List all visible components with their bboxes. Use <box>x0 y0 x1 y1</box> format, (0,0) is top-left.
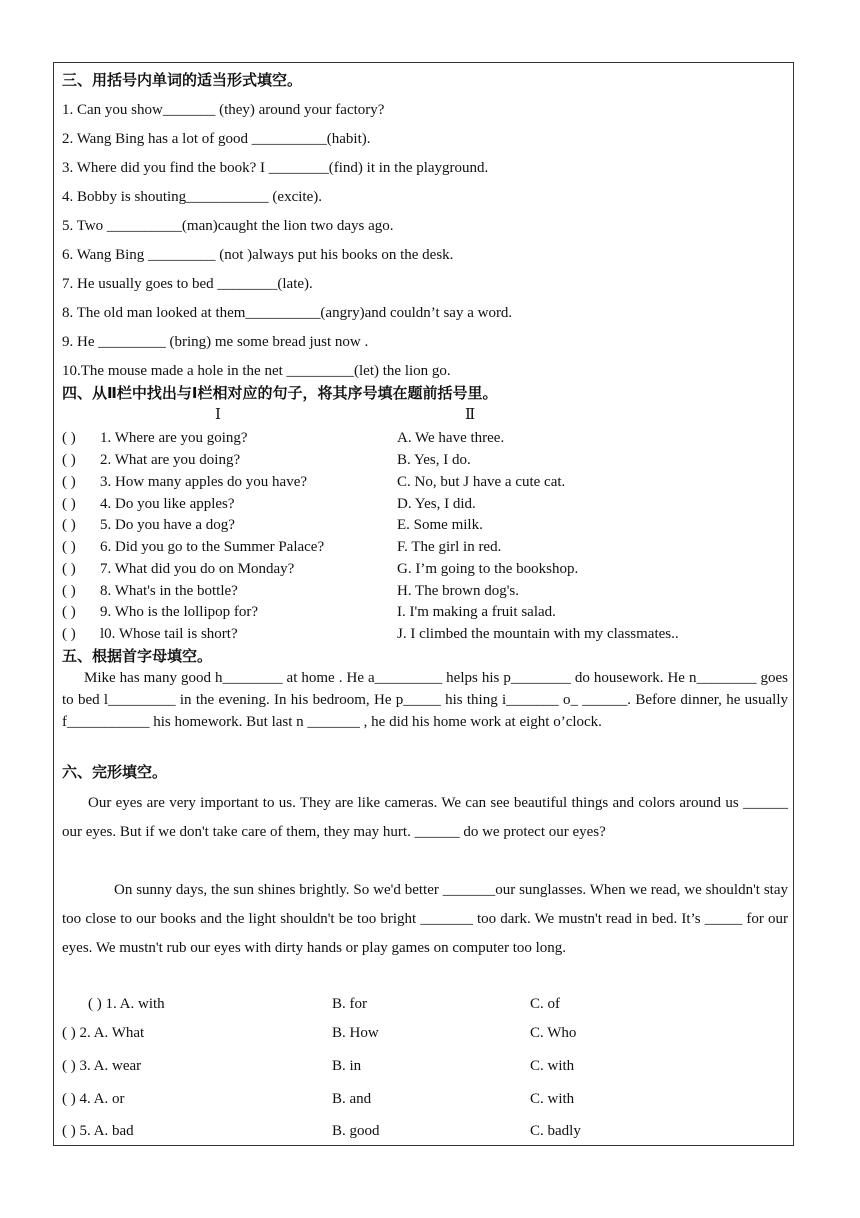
match-answer-a: A. We have three. <box>397 430 505 446</box>
match-question-10: l0. Whose tail is short? <box>100 626 238 642</box>
match-answer-c: C. No, but J have a cute cat. <box>397 474 566 490</box>
fill-item-4: 4. Bobby is shouting___________ (excite). <box>62 189 322 205</box>
section-3-heading: 三、用括号内单词的适当形式填空。 <box>62 71 303 89</box>
cloze-choice-3-a: ( ) 3. A. wear <box>62 1058 142 1074</box>
answer-paren[interactable]: ( ) <box>62 604 76 620</box>
answer-paren[interactable]: ( ) <box>62 517 76 533</box>
fill-item-6: 6. Wang Bing _________ (not )always put his books on the desk. <box>62 247 454 263</box>
cloze-choice-1-b: B. for <box>332 996 367 1012</box>
answer-paren[interactable]: ( ) <box>62 539 76 555</box>
match-answer-i: I. I'm making a fruit salad. <box>397 604 556 620</box>
column-2-header: Ⅱ <box>465 407 476 423</box>
fill-item-2: 2. Wang Bing has a lot of good __________(habit). <box>62 131 371 147</box>
match-answer-g: G. I’m going to the bookshop. <box>397 561 579 577</box>
cloze-choice-3-b: B. in <box>332 1058 362 1074</box>
cloze-paragraph-2: On sunny days, the sun shines brightly. So we'd better _______our sunglasses. When we read, we shouldn't stay too close to our books and the light shouldn't be too bright _______ too dark. We mustn't read in bed. It’s _____ for our eyes. We mustn't rub our eyes with dirty hands or play games on computer too long. <box>62 882 788 956</box>
cloze-choice-3-c: C. with <box>530 1058 575 1074</box>
cloze-choice-4-b: B. and <box>332 1091 372 1107</box>
answer-paren[interactable]: ( ) <box>62 583 76 599</box>
match-answer-f: F. The girl in red. <box>397 539 502 555</box>
match-question-1: 1. Where are you going? <box>100 430 248 446</box>
match-question-2: 2. What are you doing? <box>100 452 241 468</box>
fill-item-7: 7. He usually goes to bed ________(late). <box>62 276 313 292</box>
cloze-choice-1-a: ( ) 1. A. with <box>88 996 165 1012</box>
answer-paren[interactable]: ( ) <box>62 496 76 512</box>
answer-paren[interactable]: ( ) <box>62 474 76 490</box>
cloze-choice-5-a: ( ) 5. A. bad <box>62 1123 134 1139</box>
cloze-choice-5-c: C. badly <box>530 1123 581 1139</box>
cloze-choice-2-b: B. How <box>332 1025 379 1041</box>
cloze-choice-1-c: C. of <box>530 996 560 1012</box>
section-5-heading: 五、根据首字母填空。 <box>62 647 213 665</box>
fill-item-3: 3. Where did you find the book? I ________(find) it in the playground. <box>62 160 489 176</box>
section-6-heading: 六、完形填空。 <box>62 763 168 781</box>
answer-paren[interactable]: ( ) <box>62 430 76 446</box>
cloze-choice-4-a: ( ) 4. A. or <box>62 1091 125 1107</box>
initial-letter-passage: Mike has many good h________ at home . He a_________ helps his p________ do housework. He n________ goes to bed l_________ in the evening. In his bedroom, He p_____ his thing i_______ o_ ______. Before dinner, he usually f___________ his homework. But last n _______ , he did his home work at eight o’clock. <box>62 670 788 730</box>
cloze-choice-4-c: C. with <box>530 1091 575 1107</box>
match-answer-h: H. The brown dog's. <box>397 583 519 599</box>
answer-paren[interactable]: ( ) <box>62 626 76 642</box>
answer-paren[interactable]: ( ) <box>62 561 76 577</box>
fill-item-8: 8. The old man looked at them__________(angry)and couldn’t say a word. <box>62 305 513 321</box>
answer-paren[interactable]: ( ) <box>62 452 76 468</box>
cloze-choice-2-c: C. Who <box>530 1025 577 1041</box>
section-4-heading: 四、从Ⅱ栏中找出与Ⅰ栏相对应的句子，将其序号填在题前括号里。 <box>62 384 498 402</box>
match-answer-e: E. Some milk. <box>397 517 483 533</box>
fill-item-1: 1. Can you show_______ (they) around your factory? <box>62 102 385 118</box>
fill-item-10: 10.The mouse made a hole in the net _________(let) the lion go. <box>62 363 451 379</box>
match-question-4: 4. Do you like apples? <box>100 496 235 512</box>
fill-item-9: 9. He _________ (bring) me some bread just now . <box>62 334 369 350</box>
cloze-paragraph-1: Our eyes are very important to us. They are like cameras. We can see beautiful things and colors around us ______ our eyes. But if we don't take care of them, they may hurt. ______ do we protect our eyes? <box>62 795 788 840</box>
match-question-7: 7. What did you do on Monday? <box>100 561 295 577</box>
match-answer-j: J. I climbed the mountain with my classmates.. <box>397 626 679 642</box>
column-1-header: Ⅰ <box>215 407 221 423</box>
cloze-choice-5-b: B. good <box>332 1123 380 1139</box>
match-question-3: 3. How many apples do you have? <box>100 474 308 490</box>
match-question-9: 9. Who is the lollipop for? <box>100 604 259 620</box>
match-question-5: 5. Do you have a dog? <box>100 517 235 533</box>
match-answer-b: B. Yes, I do. <box>397 452 471 468</box>
match-answer-d: D. Yes, I did. <box>397 496 476 512</box>
match-question-6: 6. Did you go to the Summer Palace? <box>100 539 325 555</box>
cloze-choice-2-a: ( ) 2. A. What <box>62 1025 145 1041</box>
match-question-8: 8. What's in the bottle? <box>100 583 238 599</box>
fill-item-5: 5. Two __________(man)caught the lion two days ago. <box>62 218 394 234</box>
